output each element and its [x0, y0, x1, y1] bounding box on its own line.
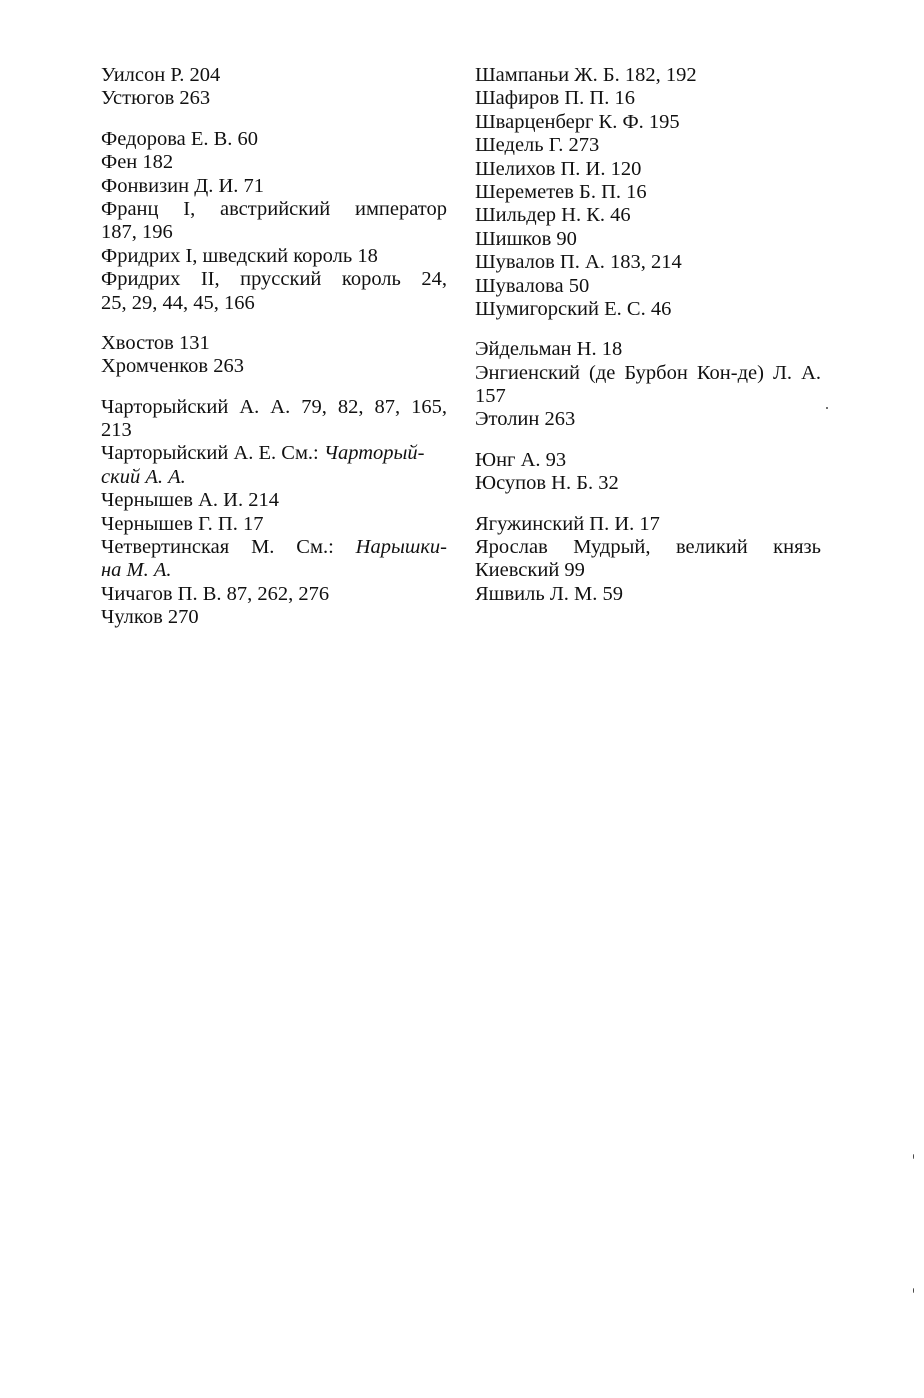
- index-entry: [475, 536, 821, 583]
- scan-speck: [913, 1288, 914, 1293]
- index-letter-group: [475, 449, 821, 496]
- index-entry: [101, 583, 447, 606]
- index-letter-group: [101, 396, 447, 630]
- index-entry: [101, 245, 447, 268]
- entry-text: 213: [101, 419, 132, 442]
- index-entry-line: [101, 292, 447, 315]
- index-entry-line: [475, 251, 821, 274]
- index-entry-line: [101, 583, 447, 606]
- index-letter-group: [475, 513, 821, 607]
- index-entry-line: [475, 362, 821, 385]
- entry-text: Чернышев А. И. 214: [101, 489, 279, 512]
- index-entry: [101, 513, 447, 536]
- entry-text: Хромченков 263: [101, 355, 244, 378]
- index-entry: [101, 355, 447, 378]
- index-entry: [475, 408, 821, 431]
- entry-text: Фонвизин Д. И. 71: [101, 174, 265, 197]
- index-entry: [475, 64, 821, 87]
- entry-text: Хвостов 131: [101, 331, 210, 354]
- index-entry-line: [101, 268, 447, 291]
- index-entry-line: [475, 228, 821, 251]
- scan-speck: [826, 407, 828, 409]
- entry-text: Фридрих I, шведский король 18: [101, 244, 378, 267]
- index-entry: [101, 332, 447, 355]
- entry-text: Чернышев Г. П. 17: [101, 512, 264, 535]
- index-entry-line: [101, 419, 447, 442]
- entry-text: Шумигорский Е. С. 46: [475, 297, 672, 320]
- index-entry: [475, 298, 821, 321]
- index-entry: [475, 449, 821, 472]
- index-entry: [475, 472, 821, 495]
- entry-text: Фридрих II, прусский король 24,: [101, 268, 447, 291]
- index-entry: [101, 198, 447, 245]
- index-entry: [101, 606, 447, 629]
- index-entry-line: [101, 128, 447, 151]
- entry-text: Ярослав Мудрый, великий князь: [475, 536, 821, 559]
- index-entry-line: [475, 472, 821, 495]
- index-entry-line: [101, 396, 447, 419]
- entry-text: Этолин 263: [475, 408, 576, 431]
- entry-text: 25, 29, 44, 45, 166: [101, 291, 255, 314]
- entry-text: Шереметев Б. П. 16: [475, 180, 647, 203]
- index-letter-group: [101, 128, 447, 315]
- entry-text: 187, 196: [101, 221, 173, 244]
- index-letter-group: [101, 332, 447, 379]
- entry-text: Федорова Е. В. 60: [101, 127, 259, 150]
- cross-reference-text: Нарышки-: [355, 536, 447, 559]
- entry-text: Уилсон Р. 204: [101, 64, 221, 86]
- entry-text: Энгиенский (де Бурбон Кон-де) Л. А.: [475, 361, 821, 384]
- index-entry-line: [475, 111, 821, 134]
- index-entry-line: [101, 513, 447, 536]
- index-entry-line: [475, 275, 821, 298]
- index-entry-line: [101, 198, 447, 221]
- cross-reference-text: Чарторый-: [323, 442, 425, 465]
- index-entry-line: [101, 64, 447, 87]
- entry-text: Шедель Г. 273: [475, 134, 600, 157]
- index-entry: [101, 396, 447, 443]
- index-entry-line: [101, 332, 447, 355]
- entry-text: Эйдельман Н. 18: [475, 338, 623, 361]
- entry-text: Чарторыйский А. А. 79, 82, 87, 165,: [101, 395, 447, 418]
- entry-text: Шварценберг К. Ф. 195: [475, 110, 680, 133]
- index-entry-line: [475, 536, 821, 559]
- entry-text: Четвертинская М. См.:: [101, 536, 356, 559]
- entry-text: Чичагов П. В. 87, 262, 276: [101, 582, 330, 605]
- index-entry: [101, 268, 447, 315]
- index-letter-group: [475, 338, 821, 432]
- entry-text: Фен 182: [101, 151, 174, 174]
- cross-reference-text: на М. А.: [101, 559, 172, 582]
- index-entry: [101, 536, 447, 583]
- index-entry: [475, 338, 821, 361]
- index-entry: [101, 64, 447, 87]
- index-entry-line: [475, 134, 821, 157]
- index-entry-line: [475, 513, 821, 536]
- index-entry-line: [101, 536, 447, 559]
- entry-text: Юнг А. 93: [475, 448, 567, 471]
- index-entry: [475, 87, 821, 110]
- index-entry: [101, 128, 447, 151]
- index-entry: [475, 275, 821, 298]
- entry-text: Устюгов 263: [101, 87, 211, 110]
- index-entry: [475, 134, 821, 157]
- scan-speck: [913, 1154, 914, 1159]
- entry-text: Франц I, австрийский император: [101, 197, 447, 220]
- index-entry-line: [101, 221, 447, 244]
- index-entry-line: [475, 298, 821, 321]
- entry-text: Чулков 270: [101, 606, 199, 629]
- index-column-right: [475, 64, 821, 623]
- index-entry-line: [475, 559, 821, 582]
- index-entry: [475, 111, 821, 134]
- index-entry-line: [475, 449, 821, 472]
- index-entry-line: [475, 181, 821, 204]
- index-entry-line: [475, 158, 821, 181]
- index-entry-line: [475, 408, 821, 431]
- entry-text: Шишков 90: [475, 227, 577, 250]
- index-entry: [101, 175, 447, 198]
- index-entry-line: [475, 87, 821, 110]
- index-entry-line: [101, 175, 447, 198]
- entry-text: Шелихов П. И. 120: [475, 157, 642, 180]
- index-entry: [475, 181, 821, 204]
- entry-text: Шувалова 50: [475, 274, 590, 297]
- entry-text: Киевский 99: [475, 559, 585, 582]
- index-column-left: [101, 64, 447, 647]
- index-entry-line: [101, 87, 447, 110]
- index-entry: [101, 87, 447, 110]
- entry-text: Юсупов Н. Б. 32: [475, 472, 619, 495]
- index-entry-line: [101, 489, 447, 512]
- index-entry-line: [475, 583, 821, 606]
- index-entry: [475, 251, 821, 274]
- index-entry: [475, 362, 821, 409]
- index-letter-group: [475, 64, 821, 321]
- index-entry-line: [101, 559, 447, 582]
- entry-text: Яшвиль Л. М. 59: [475, 582, 623, 605]
- entry-text: Шампаньи Ж. Б. 182, 192: [475, 64, 697, 86]
- index-entry: [101, 442, 447, 489]
- index-entry-line: [475, 204, 821, 227]
- index-entry: [475, 158, 821, 181]
- index-entry: [101, 489, 447, 512]
- entry-text: 157: [475, 385, 506, 408]
- entry-text: Шафиров П. П. 16: [475, 87, 635, 110]
- index-entry: [475, 204, 821, 227]
- index-entry-line: [101, 606, 447, 629]
- index-entry: [475, 228, 821, 251]
- index-entry: [475, 583, 821, 606]
- index-entry-line: [101, 151, 447, 174]
- entry-text: Шильдер Н. К. 46: [475, 204, 631, 227]
- cross-reference-text: ский А. А.: [101, 465, 186, 488]
- index-entry: [101, 151, 447, 174]
- index-entry-line: [101, 466, 447, 489]
- index-entry-line: [101, 442, 447, 465]
- index-entry-line: [475, 338, 821, 361]
- index-entry-line: [475, 385, 821, 408]
- index-entry-line: [101, 245, 447, 268]
- index-entry-line: [475, 64, 821, 87]
- index-letter-group: [101, 64, 447, 111]
- index-entry-line: [101, 355, 447, 378]
- entry-text: Шувалов П. А. 183, 214: [475, 251, 682, 274]
- entry-text: Чарторыйский А. Е. См.:: [101, 442, 324, 465]
- entry-text: Ягужинский П. И. 17: [475, 512, 660, 535]
- index-entry: [475, 513, 821, 536]
